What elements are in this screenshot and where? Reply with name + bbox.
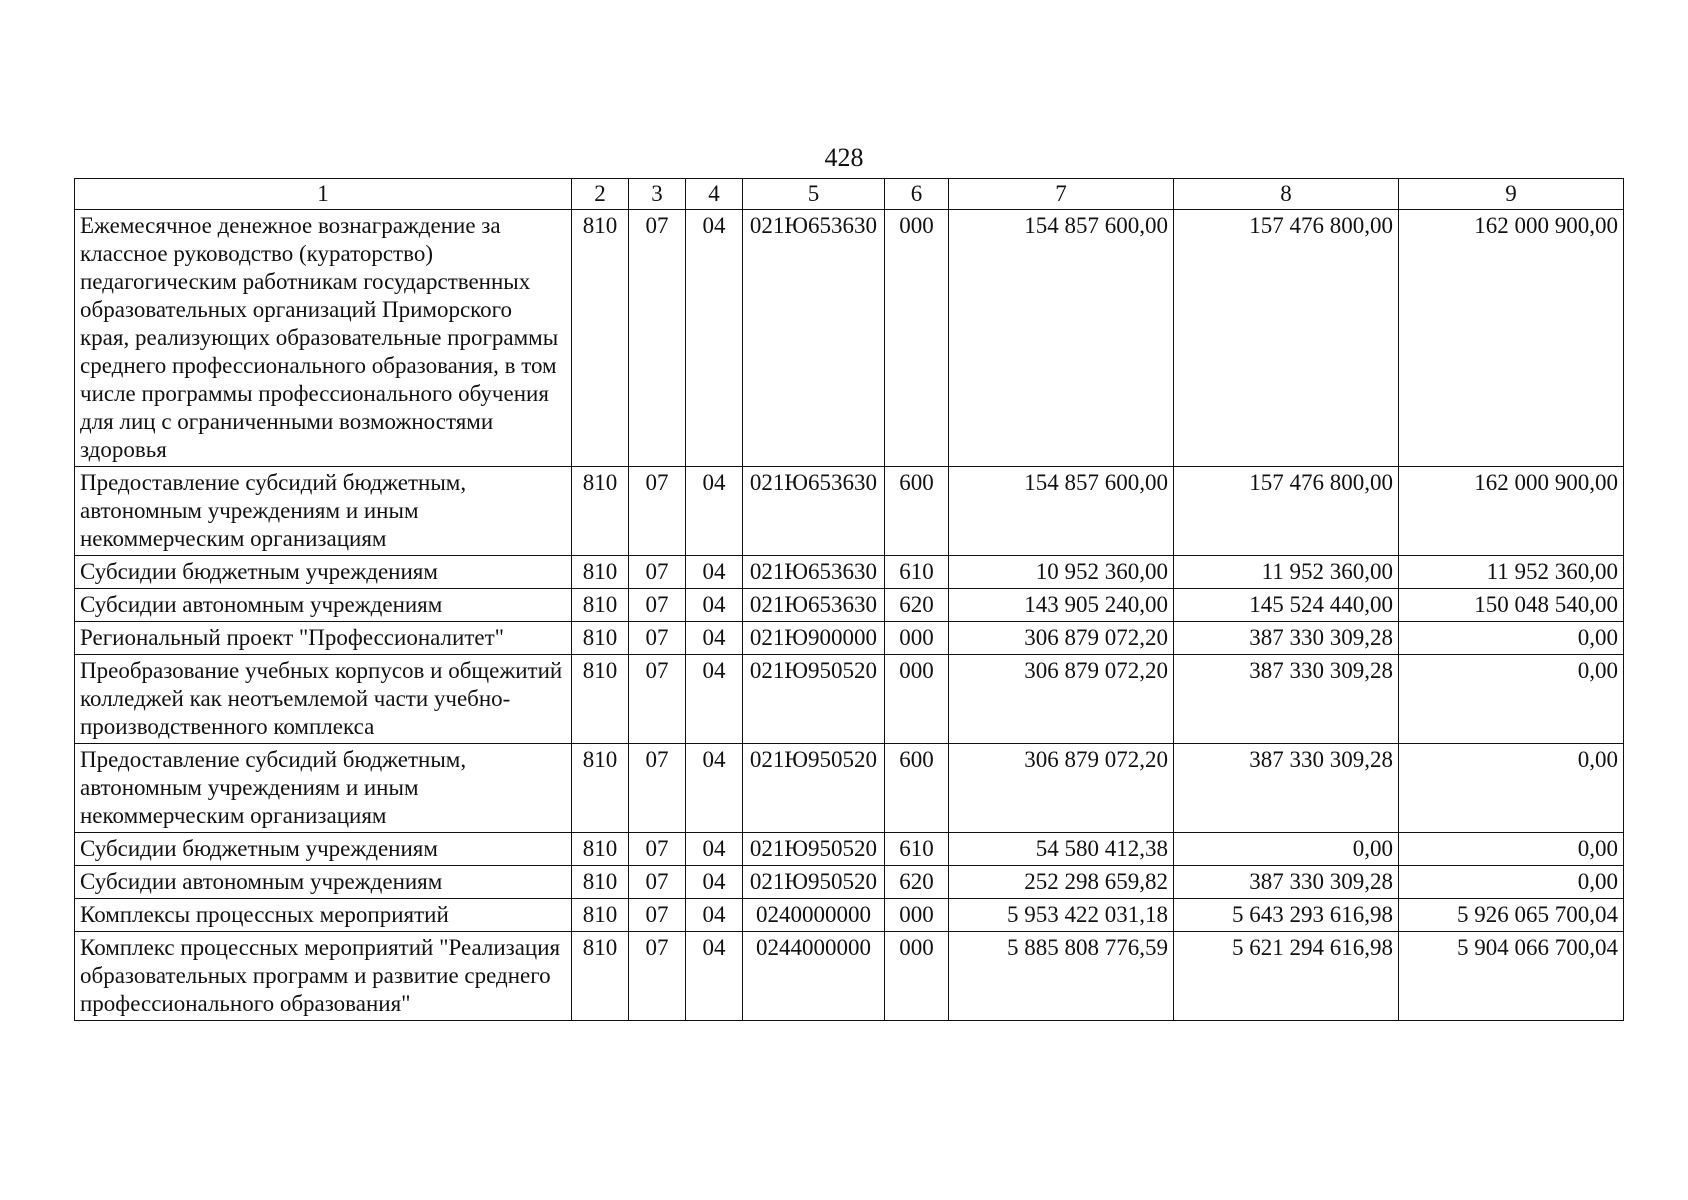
subsection-code: 04 [686,744,743,833]
row-name: Региональный проект "Профессионалитет" [75,622,572,655]
amount-col9: 162 000 900,00 [1399,210,1624,467]
subsection-code: 04 [686,932,743,1021]
amount-col7: 154 857 600,00 [949,467,1174,556]
amount-col8: 387 330 309,28 [1174,866,1399,899]
section-code: 07 [629,932,686,1021]
column-header-8: 8 [1174,179,1399,210]
ministry-code: 810 [572,932,629,1021]
section-code: 07 [629,556,686,589]
subsection-code: 04 [686,210,743,467]
row-name: Преобразование учебных корпусов и общежитий колледжей как неотъемлемой части учебно-производственного комплекса [75,655,572,744]
amount-col8: 145 524 440,00 [1174,589,1399,622]
ministry-code: 810 [572,655,629,744]
expense-type-code: 000 [885,899,949,932]
amount-col8: 11 952 360,00 [1174,556,1399,589]
amount-col8: 5 621 294 616,98 [1174,932,1399,1021]
column-header-9: 9 [1399,179,1624,210]
amount-col7: 154 857 600,00 [949,210,1174,467]
amount-col8: 157 476 800,00 [1174,467,1399,556]
expense-type-code: 610 [885,833,949,866]
ministry-code: 810 [572,467,629,556]
table-row [75,932,1624,1021]
column-header-7: 7 [949,179,1174,210]
expense-type-code: 000 [885,622,949,655]
ministry-code: 810 [572,744,629,833]
amount-col9: 0,00 [1399,833,1624,866]
table-row [75,655,1624,744]
ministry-code: 810 [572,589,629,622]
section-code: 07 [629,210,686,467]
amount-col9: 5 904 066 700,04 [1399,932,1624,1021]
row-name: Субсидии бюджетным учреждениям [75,556,572,589]
ministry-code: 810 [572,833,629,866]
table-row [75,210,1624,467]
row-name: Комплексы процессных мероприятий [75,899,572,932]
target-article-code: 021Ю950520 [743,744,885,833]
amount-col8: 387 330 309,28 [1174,622,1399,655]
amount-col7: 306 879 072,20 [949,622,1174,655]
table-row [75,833,1624,866]
subsection-code: 04 [686,899,743,932]
amount-col9: 0,00 [1399,744,1624,833]
section-code: 07 [629,866,686,899]
expense-type-code: 610 [885,556,949,589]
expense-type-code: 620 [885,866,949,899]
ministry-code: 810 [572,556,629,589]
column-header-2: 2 [572,179,629,210]
table-row [75,744,1624,833]
ministry-code: 810 [572,210,629,467]
table-row [75,556,1624,589]
target-article-code: 021Ю653630 [743,210,885,467]
target-article-code: 0244000000 [743,932,885,1021]
amount-col9: 0,00 [1399,622,1624,655]
expense-type-code: 000 [885,932,949,1021]
subsection-code: 04 [686,866,743,899]
subsection-code: 04 [686,467,743,556]
amount-col8: 387 330 309,28 [1174,744,1399,833]
section-code: 07 [629,622,686,655]
amount-col7: 306 879 072,20 [949,744,1174,833]
target-article-code: 0240000000 [743,899,885,932]
table-row [75,467,1624,556]
amount-col9: 150 048 540,00 [1399,589,1624,622]
row-name: Ежемесячное денежное вознаграждение за классное руководство (кураторство) педагогическим работникам государственных образовательных организаций Приморского края, реализующих образовательные программы среднего профессионального образования, в том числе программы профессионального обучения для лиц с ограниченными возможностями здоровья [75,210,572,467]
target-article-code: 021Ю950520 [743,866,885,899]
expense-type-code: 000 [885,655,949,744]
ministry-code: 810 [572,866,629,899]
row-name: Комплекс процессных мероприятий "Реализация образовательных программ и развитие среднего профессионального образования" [75,932,572,1021]
amount-col9: 5 926 065 700,04 [1399,899,1624,932]
target-article-code: 021Ю900000 [743,622,885,655]
table-row [75,622,1624,655]
target-article-code: 021Ю950520 [743,655,885,744]
section-code: 07 [629,744,686,833]
section-code: 07 [629,655,686,744]
amount-col9: 162 000 900,00 [1399,467,1624,556]
amount-col9: 11 952 360,00 [1399,556,1624,589]
amount-col7: 5 953 422 031,18 [949,899,1174,932]
expense-type-code: 600 [885,744,949,833]
column-header-4: 4 [686,179,743,210]
amount-col8: 5 643 293 616,98 [1174,899,1399,932]
amount-col7: 306 879 072,20 [949,655,1174,744]
column-header-5: 5 [743,179,885,210]
subsection-code: 04 [686,655,743,744]
column-header-1: 1 [75,179,572,210]
table-row [75,589,1624,622]
target-article-code: 021Ю653630 [743,589,885,622]
row-name: Субсидии автономным учреждениям [75,589,572,622]
subsection-code: 04 [686,589,743,622]
ministry-code: 810 [572,899,629,932]
amount-col7: 10 952 360,00 [949,556,1174,589]
target-article-code: 021Ю950520 [743,833,885,866]
column-header-6: 6 [885,179,949,210]
table-row [75,866,1624,899]
table-row [75,899,1624,932]
section-code: 07 [629,899,686,932]
amount-col7: 252 298 659,82 [949,866,1174,899]
section-code: 07 [629,467,686,556]
amount-col8: 157 476 800,00 [1174,210,1399,467]
subsection-code: 04 [686,622,743,655]
amount-col7: 143 905 240,00 [949,589,1174,622]
column-number-row [75,179,1624,210]
section-code: 07 [629,833,686,866]
table-header [75,179,1624,210]
subsection-code: 04 [686,556,743,589]
amount-col8: 0,00 [1174,833,1399,866]
page-number: 428 [824,143,864,172]
section-code: 07 [629,589,686,622]
target-article-code: 021Ю653630 [743,556,885,589]
table-body [75,210,1624,1021]
row-name: Предоставление субсидий бюджетным, автономным учреждениям и иным некоммерческим организациям [75,467,572,556]
column-header-3: 3 [629,179,686,210]
row-name: Предоставление субсидий бюджетным, автономным учреждениям и иным некоммерческим организациям [75,744,572,833]
expense-type-code: 620 [885,589,949,622]
ministry-code: 810 [572,622,629,655]
amount-col9: 0,00 [1399,866,1624,899]
budget-table [74,178,1624,1021]
expense-type-code: 000 [885,210,949,467]
amount-col9: 0,00 [1399,655,1624,744]
amount-col8: 387 330 309,28 [1174,655,1399,744]
amount-col7: 5 885 808 776,59 [949,932,1174,1021]
amount-col7: 54 580 412,38 [949,833,1174,866]
target-article-code: 021Ю653630 [743,467,885,556]
row-name: Субсидии бюджетным учреждениям [75,833,572,866]
expense-type-code: 600 [885,467,949,556]
subsection-code: 04 [686,833,743,866]
row-name: Субсидии автономным учреждениям [75,866,572,899]
